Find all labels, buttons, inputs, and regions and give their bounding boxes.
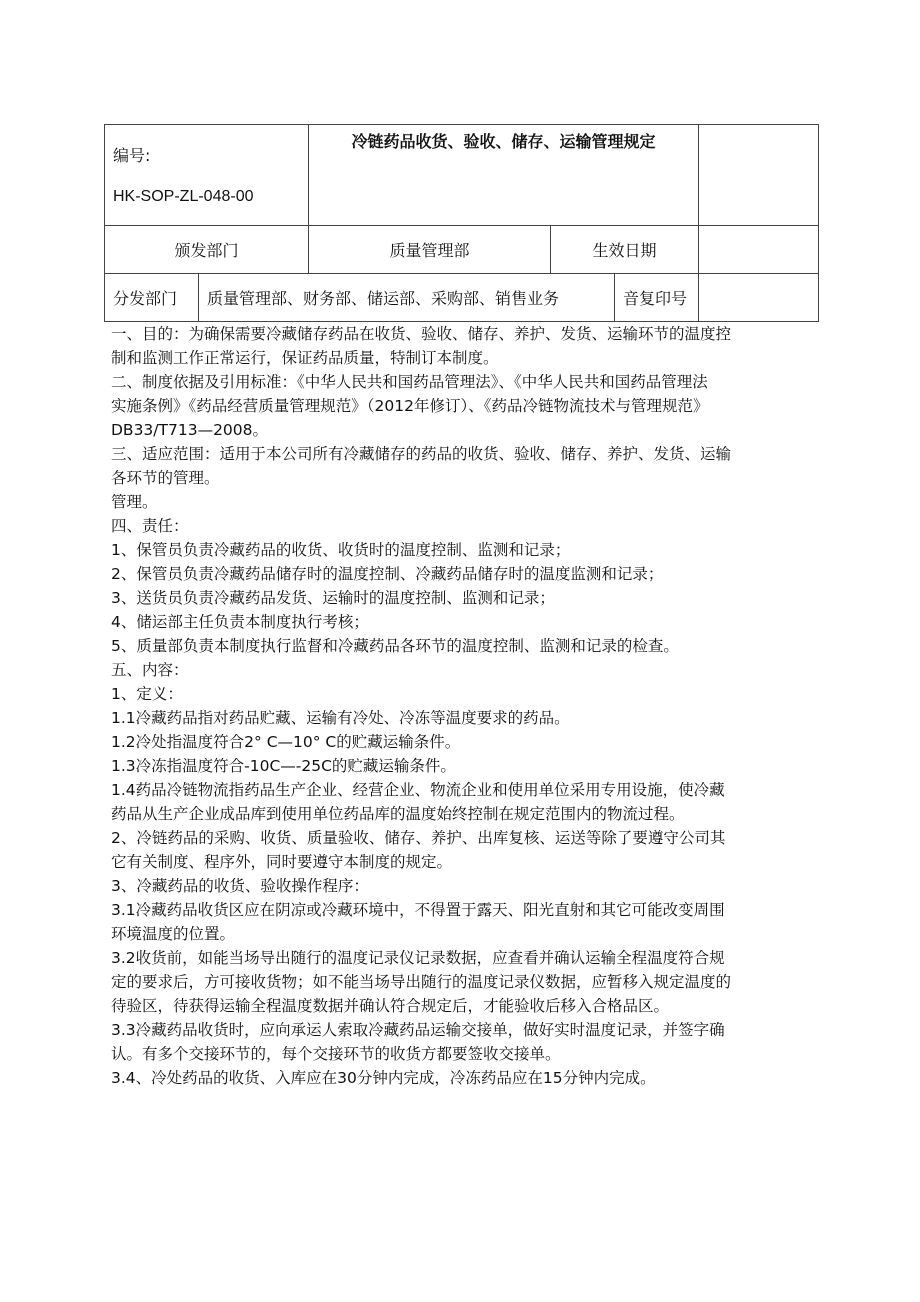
body-line: 3.1冷藏药品收货区应在阴凉或冷藏环境中，不得置于露天、阳光直射和其它可能改变周围 [111, 901, 725, 919]
effective-date-label: 生效日期 [551, 226, 699, 274]
effective-date-value [699, 226, 819, 274]
body-line: 1、定义： [111, 685, 183, 703]
body-line: 实施条例》《药品经营质量管理规范》（2012年修订）、《药品冷链物流技术与管理规范》 [111, 397, 709, 415]
stamp-label: 音复印号 [615, 274, 699, 322]
distribution-value: 质量管理部、财务部、储运部、采购部、销售业务 [199, 274, 615, 322]
body-line: 五、内容： [111, 661, 189, 679]
body-line: 3、送货员负责冷藏药品发货、运输时的温度控制、监测和记录； [111, 589, 555, 607]
body-line: 一、目的：为确保需要冷藏储存药品在收货、验收、储存、养护、发货、运输环节的温度控 [111, 325, 732, 343]
issuing-dept-label: 颁发部门 [105, 226, 309, 274]
issuing-dept-value: 质量管理部 [309, 226, 551, 274]
body-line: 1.1冷藏药品指对药品贮藏、运输有冷处、冷冻等温度要求的药品。 [111, 709, 570, 727]
body-line: 2、冷链药品的采购、收货、质量验收、储存、养护、出库复核、运送等除了要遵守公司其 [111, 829, 726, 847]
body-line: 3.2收货前，如能当场导出随行的温度记录仪记录数据，应查看并确认运输全程温度符合规 [111, 949, 725, 967]
body-line: 制和监测工作正常运行，保证药品质量，特制订本制度。 [111, 349, 499, 367]
body-line: 3、冷藏药品的收货、验收操作程序： [111, 877, 369, 895]
body-line: 四、责任： [111, 517, 189, 535]
body-line: 3.3冷藏药品收货时，应向承运人索取冷藏药品运输交接单，做好实时温度记录，并签字确 [111, 1021, 725, 1039]
header-table [104, 124, 819, 322]
document-body [111, 322, 817, 1090]
body-line: 5、质量部负责本制度执行监督和冷藏药品各环节的温度控制、监测和记录的检查。 [111, 637, 679, 655]
body-line: 它有关制度、程序外，同时要遵守本制度的规定。 [111, 853, 453, 871]
body-line: 1、保管员负责冷藏药品的收货、收货时的温度控制、监测和记录； [111, 541, 571, 559]
body-line: 二、制度依据及引用标准：《中华人民共和国药品管理法》、《中华人民共和国药品管理法 [111, 373, 708, 391]
body-line: 1.3冷冻指温度符合-10C—-25C的贮藏运输条件。 [111, 757, 456, 775]
body-line: 1.4药品冷链物流指药品生产企业、经营企业、物流企业和使用单位采用专用设施，使冷藏 [111, 781, 725, 799]
body-line: 待验区，待获得运输全程温度数据并确认符合规定后，才能验收后移入合格品区。 [111, 997, 670, 1015]
distribution-label: 分发部门 [105, 274, 199, 322]
body-line: 3.4、冷处药品的收货、入库应在30分钟内完成，冷冻药品应在15分钟内完成。 [111, 1069, 656, 1087]
header-blank-cell [699, 125, 819, 226]
body-line: 1.2冷处指温度符合2° C—10° C的贮藏运输条件。 [111, 733, 461, 751]
document-id-label: 编号: [113, 146, 151, 165]
body-line: 2、保管员负责冷藏药品储存时的温度控制、冷藏药品储存时的温度监测和记录； [111, 565, 664, 583]
body-line: 4、储运部主任负责本制度执行考核； [111, 613, 369, 631]
body-line: DB33/T713—2008。 [111, 421, 269, 439]
document-title: 冷链药品收货、验收、储存、运输管理规定 [351, 132, 656, 151]
body-line: 环境温度的位置。 [111, 925, 236, 943]
document-id-value: HK-SOP-ZL-048-00 [113, 188, 254, 205]
body-line: 认。有多个交接环节的，每个交接环节的收货方都要签收交接单。 [111, 1045, 561, 1063]
body-line: 药品从生产企业成品库到使用单位药品库的温度始终控制在规定范围内的物流过程。 [111, 805, 685, 823]
stamp-value [699, 274, 819, 322]
body-line: 管理。 [111, 493, 158, 511]
body-line: 定的要求后，方可接收货物；如不能当场导出随行的温度记录仪数据，应暂移入规定温度的 [111, 973, 732, 991]
document-title-cell [309, 125, 699, 226]
body-line: 三、适应范围：适用于本公司所有冷藏储存的药品的收货、验收、储存、养护、发货、运输 [111, 445, 732, 463]
body-line: 各环节的管理。 [111, 469, 220, 487]
document-id-cell [105, 125, 309, 226]
